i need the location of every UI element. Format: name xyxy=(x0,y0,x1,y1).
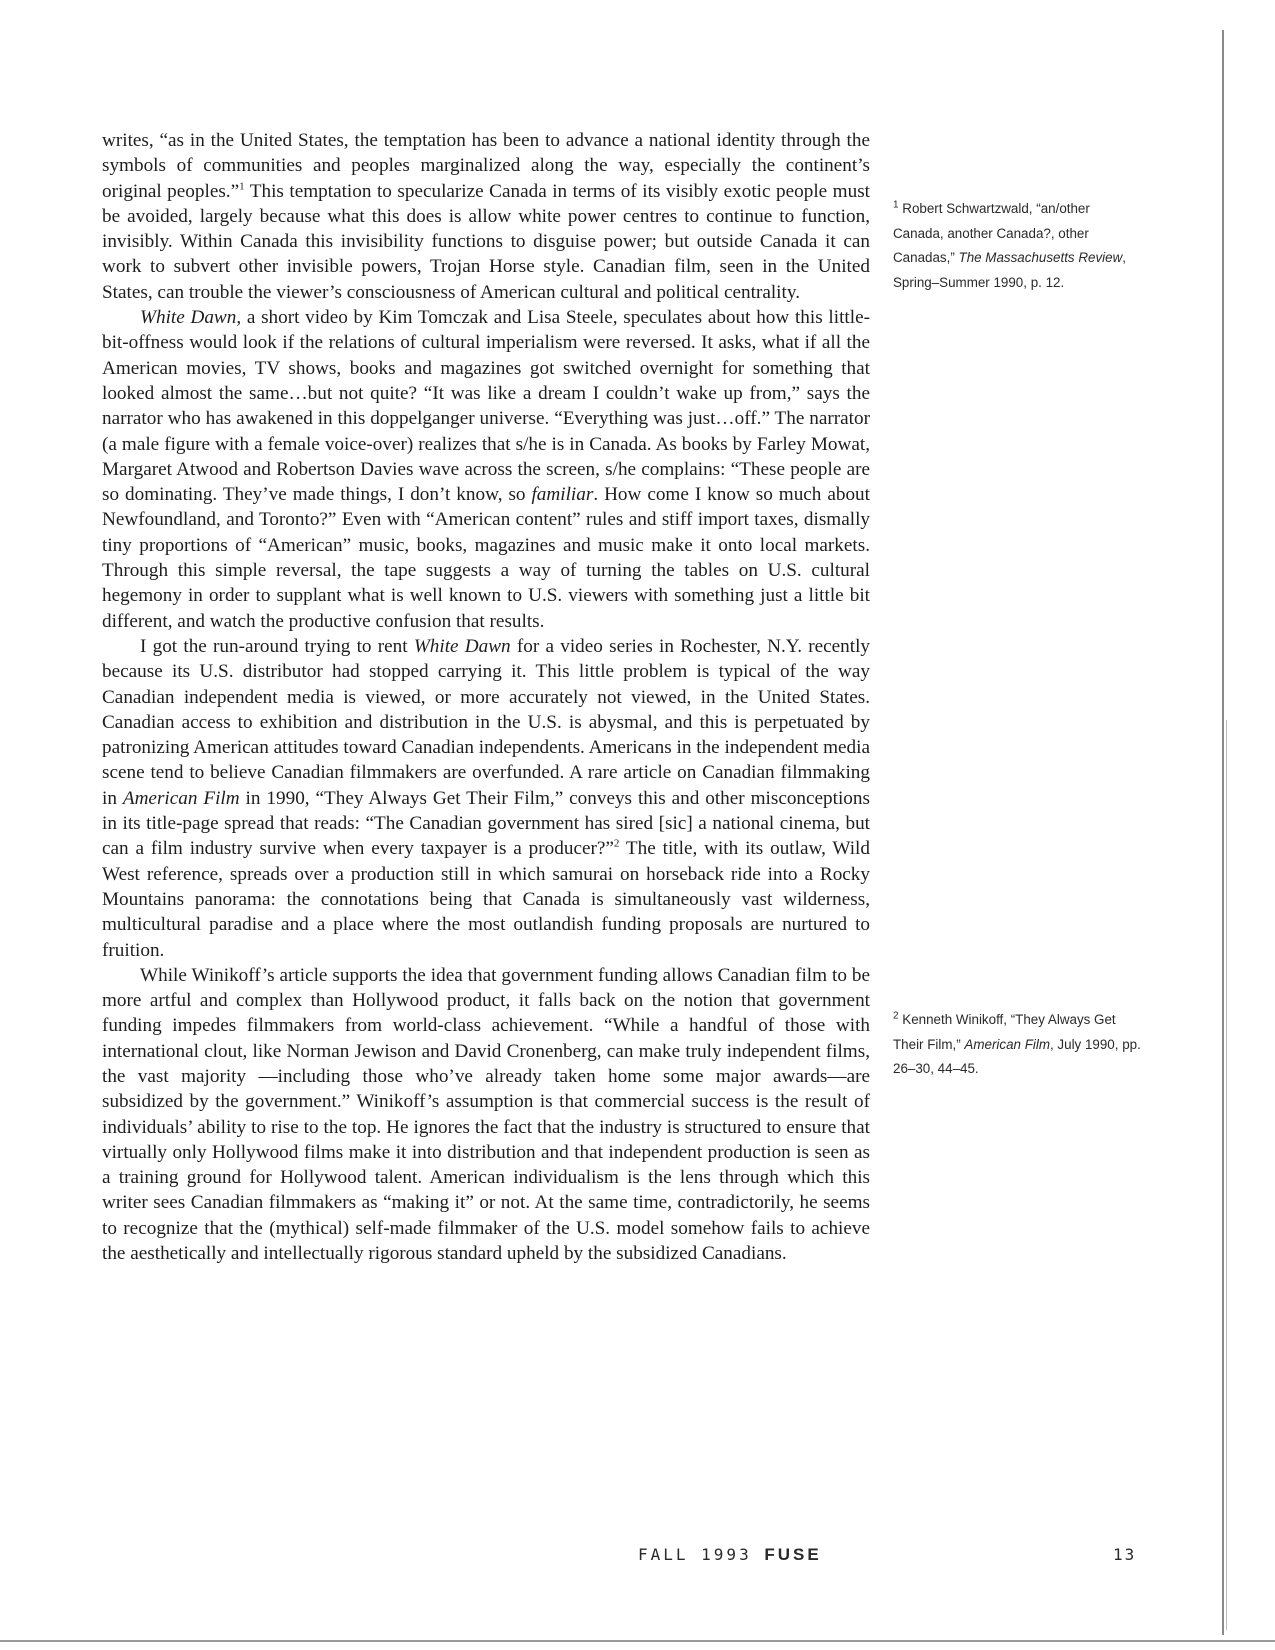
paragraph-text: This temptation to specularize Canada in terms of its visibly exotic people must be avoided, largely because what this does is allow white power centres to continue to function, invisibly. Within Canada this invisibility functions to disguise power; but outside Canada it can work to subvert other invisible powers, Trojan Horse style. Canadian film, seen in the United States, can trouble the viewer’s consciousness of American cultural and political centrality. xyxy=(102,180,870,303)
paragraph-text: . How come I know so much about Newfoundland, and Toronto?” Even with “American content” rules and stiff import taxes, dismally tiny proportions of “American” music, books, magazines and music make it onto local markets. Through this simple reversal, the tape suggests a way of turning the tables on U.S. cultural hegemony in order to supplant what is well known to U.S. viewers with something just a little bit different, and watch the productive confusion that results. xyxy=(102,484,870,632)
paragraph-text: in 1990, “They Always Get Their Film,” conveys this and other misconceptions in its title-page spread that reads: “The Canadian government has sired [sic] a national cinema, but can a film industry survive when every taxpayer is a producer?” xyxy=(102,787,870,860)
footnote-text: , Spring–Summer 1990, p. 12. xyxy=(893,250,1126,290)
footnote-number: 2 xyxy=(893,1010,899,1022)
paragraph-text: , a short video by Kim Tomczak and Lisa Steele, speculates about how this little-bit-offness would look if the relations of cultural imperialism were reversed. It asks, what if all the American movies, TV shows, books and magazines got switched overnight for something that looked almost the same…but not quite? “It was like a dream I couldn’t wake up from,” says the narrator who has awakened in this doppelganger universe. “Everything was just…off.” The narrator (a male figure with a female voice-over) realizes that s/he is in Canada. As books by Farley Mowat, Margaret Atwood and Robertson Davies wave across the screen, s/he complains: “These people are so dominating. They’ve made things, I don’t know, so xyxy=(102,307,870,506)
footnote-1 xyxy=(893,197,1143,295)
paragraph-text: The title, with its outlaw, Wild West reference, spreads over a production still in which samurai on horseback ride into a Rocky Mountains panorama: the connotations being that Canada is simultaneously vast wilderness, multicultural paradise and a place where the most outlandish funding proposals are nurtured to fruition. xyxy=(102,838,870,961)
paragraph-2 xyxy=(102,305,870,634)
paragraph-text: While Winikoff’s article supports the idea that government funding allows Canadian film to be more artful and complex than Hollywood product, it falls back on the notion that government funding impedes filmmakers from world-class achievement. “While a handful of those with international clout, like Norman Jewison and David Cronenberg, can make truly independent films, the vast majority —including those who’ve already taken home some major awards—are subsidized by the government.” Winikoff’s assumption is that commercial success is the result of individuals’ ability to rise to the top. He ignores the fact that the industry is structured to ensure that virtually only Hollywood films make it into distribution and that independent production is seen as a training ground for Hollywood talent. American individualism is the lens through which this writer sees Canadian filmmakers as “making it” or not. At the same time, contradictorily, he seems to recognize that the (mythical) self-made filmmaker of the U.S. model somehow fails to achieve the aesthetically and intellectually rigorous standard upheld by the subsidized Canadians. xyxy=(102,964,870,1265)
emphasis: familiar xyxy=(531,484,594,506)
footnote-text: , July 1990, pp. 26–30, 44–45. xyxy=(893,1036,1141,1076)
footnote-text: Kenneth Winikoff, “They Always Get Their Film,” xyxy=(893,1012,1116,1052)
journal-title: American Film xyxy=(964,1036,1050,1052)
paragraph-text: I got the run-around trying to rent xyxy=(140,635,414,657)
magazine-title: American Film xyxy=(122,787,240,809)
footnote-2 xyxy=(893,1008,1143,1082)
paragraph-4 xyxy=(102,963,870,1267)
paragraph-text: for a video series in Rochester, N.Y. recently because its U.S. distributor had stopped carrying it. This little problem is typical of the way Canadian independent media is viewed, or more accurately not viewed, in the United States. Canadian access to exhibition and distribution in the U.S. is abysmal, and this is perpetuated by patronizing American attitudes toward Canadian independents. Americans in the independent media scene tend to believe Canadian filmmakers are overfunded. A rare article on Canadian filmmaking in xyxy=(102,635,871,809)
page-footer xyxy=(0,1545,1275,1575)
paragraph-3 xyxy=(102,634,870,963)
issue-date: FALL 1993 xyxy=(638,1545,752,1564)
paragraph-1 xyxy=(102,128,870,305)
footnote-text: Robert Schwartzwald, “an/other Canada, another Canada?, other Canadas,” xyxy=(893,201,1090,265)
page-number: 13 xyxy=(1113,1545,1137,1564)
article-body xyxy=(102,128,870,1266)
footnote-number: 1 xyxy=(893,199,899,211)
paragraph-text: writes, “as in the United States, the temptation has been to advance a national identity through the symbols of communities and peoples marginalized along the way, especially the continent’s original peoples.” xyxy=(102,130,870,202)
journal-title: The Massachusetts Review xyxy=(958,250,1123,265)
binding-edge-line xyxy=(1222,30,1224,1635)
video-title: White Dawn xyxy=(140,307,237,329)
scan-bottom-edge xyxy=(0,1640,1275,1642)
footnote-ref-1: 1 xyxy=(239,180,245,193)
footnote-ref-2: 2 xyxy=(613,837,620,850)
magazine-name: FUSE xyxy=(764,1545,822,1564)
issue-label xyxy=(638,1545,822,1565)
video-title: White Dawn xyxy=(413,635,511,657)
binding-edge-line-secondary xyxy=(1226,720,1227,1630)
